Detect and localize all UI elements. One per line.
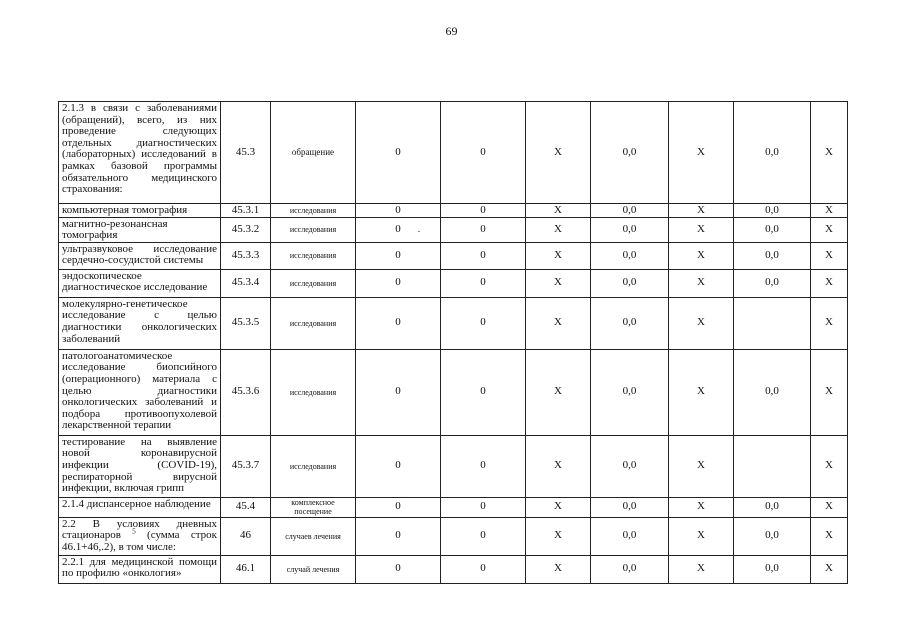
table-row (59, 497, 848, 517)
cell-value: X (811, 555, 848, 583)
cell-value: 0 (441, 497, 526, 517)
cell-value: X (811, 269, 848, 297)
row-description: компьютерная томография (59, 204, 221, 218)
cell-value: X (811, 517, 848, 555)
row-description-text: 2.2 В условиях дневных стационаров (62, 517, 217, 542)
cell-value: X (526, 497, 591, 517)
cell-value: X (526, 242, 591, 269)
table-row (59, 242, 848, 269)
cell-value: 0,0 (591, 435, 669, 497)
cell-value: 0 (356, 297, 441, 349)
cell-value: 0,0 (591, 217, 669, 242)
table-row (59, 435, 848, 497)
cell-value: X (669, 349, 734, 435)
cell-value: 0,0 (591, 242, 669, 269)
cell-value: X (669, 435, 734, 497)
cell-value: X (669, 102, 734, 204)
cell-value: 0 (356, 555, 441, 583)
cell-value: X (811, 297, 848, 349)
table-row (59, 269, 848, 297)
cell-value: X (526, 204, 591, 218)
row-description: ультразвуковое исследование сердечно-сосудистой системы (59, 242, 221, 269)
cell-value: 0 (441, 102, 526, 204)
cell-value (734, 297, 811, 349)
cell-value: 0 (441, 349, 526, 435)
row-unit: исследования (271, 217, 356, 242)
scan-speck (418, 231, 420, 232)
row-unit: исследования (271, 242, 356, 269)
row-description: молекулярно-генетическое исследование с целью диагностики онкологических заболеваний (59, 297, 221, 349)
cell-value: 0,0 (734, 497, 811, 517)
cell-value: X (669, 517, 734, 555)
row-unit: исследования (271, 204, 356, 218)
row-code: 45.3.5 (221, 297, 271, 349)
cell-value: 0 (441, 297, 526, 349)
cell-value: 0,0 (734, 204, 811, 218)
row-unit: обращение (271, 102, 356, 204)
cell-value: X (669, 269, 734, 297)
cell-value: 0,0 (591, 297, 669, 349)
row-code: 45.3.6 (221, 349, 271, 435)
cell-value: 0,0 (734, 349, 811, 435)
row-description: патологоанатомическое исследование биопсийного (операционного) материала с целью диагностики онкологических заболеваний и подбора противоопухолевой лекарственной терапии (59, 349, 221, 435)
cell-value: X (526, 217, 591, 242)
row-description-text: (сумма строк 46.1+46,.2), в том числе: (62, 529, 217, 553)
cell-value: 0 (441, 269, 526, 297)
cell-value: X (669, 242, 734, 269)
footnote-marker: 5 (132, 527, 136, 536)
cell-value: X (811, 102, 848, 204)
cell-value: 0 (441, 555, 526, 583)
cell-value: 0 (441, 204, 526, 218)
cell-value: X (669, 555, 734, 583)
cell-value: X (526, 555, 591, 583)
cell-value: 0,0 (734, 102, 811, 204)
table-row (59, 555, 848, 583)
row-description (59, 517, 221, 555)
row-code: 45.3.7 (221, 435, 271, 497)
cell-value: X (669, 217, 734, 242)
row-description: эндоскопическое диагностическое исследование (59, 269, 221, 297)
table-row (59, 349, 848, 435)
table-row (59, 517, 848, 555)
cell-value: 0 (441, 242, 526, 269)
cell-value: X (526, 517, 591, 555)
cell-value: 0 (356, 497, 441, 517)
cell-value: 0 (356, 435, 441, 497)
row-code: 46 (221, 517, 271, 555)
cell-value: X (669, 297, 734, 349)
row-description: магнитно-резонансная томография (59, 217, 221, 242)
row-description: 2.1.4 диспансерное наблюдение (59, 497, 221, 517)
row-unit: исследования (271, 269, 356, 297)
cell-value: 0 (356, 242, 441, 269)
cell-value: 0 (356, 269, 441, 297)
cell-value: X (811, 242, 848, 269)
row-code: 45.3.3 (221, 242, 271, 269)
row-description: 2.1.3 в связи с заболеваниями (обращений), всего, из них проведение следующих отдельных диагностических (лабораторных) исследований в рамках базовой программы обязательного медицинского страхования: (59, 102, 221, 204)
cell-value (734, 435, 811, 497)
cell-value: 0,0 (734, 242, 811, 269)
cell-value: 0 (356, 217, 441, 242)
cell-value: 0,0 (591, 269, 669, 297)
row-code: 45.3.2 (221, 217, 271, 242)
row-unit: случай лечения (271, 555, 356, 583)
cell-value: X (811, 349, 848, 435)
cell-value: 0 (356, 517, 441, 555)
cell-value: 0 (441, 435, 526, 497)
row-code: 45.3.1 (221, 204, 271, 218)
table-row (59, 204, 848, 218)
cell-value: 0,0 (591, 204, 669, 218)
row-code: 46.1 (221, 555, 271, 583)
cell-value: 0 (441, 217, 526, 242)
cell-value: 0,0 (734, 555, 811, 583)
cell-value: 0 (356, 349, 441, 435)
cell-value: X (526, 297, 591, 349)
row-description: тестирование на выявление новой коронавирусной инфекции (COVID-19), респираторной вирусной инфекции, включая грипп (59, 435, 221, 497)
row-code: 45.3 (221, 102, 271, 204)
table-row (59, 297, 848, 349)
cell-value: X (811, 435, 848, 497)
cell-value: 0,0 (734, 217, 811, 242)
row-unit: случаев лечения (271, 517, 356, 555)
cell-value: 0,0 (591, 517, 669, 555)
cell-value: X (669, 204, 734, 218)
cell-value: X (811, 497, 848, 517)
cell-value: 0 (356, 102, 441, 204)
cell-value: X (669, 497, 734, 517)
cell-value: 0,0 (591, 497, 669, 517)
row-code: 45.4 (221, 497, 271, 517)
row-unit: исследования (271, 349, 356, 435)
cell-value: X (811, 204, 848, 218)
row-description: 2.2.1 для медицинской помощи по профилю «онкология» (59, 555, 221, 583)
row-unit: комплексное посещение (271, 497, 356, 517)
table-row (59, 217, 848, 242)
cell-value: 0,0 (591, 555, 669, 583)
cell-value: 0,0 (591, 102, 669, 204)
row-unit: исследования (271, 435, 356, 497)
cell-value: 0 (441, 517, 526, 555)
cell-value: 0,0 (591, 349, 669, 435)
table-row (59, 102, 848, 204)
cell-value: 0 (356, 204, 441, 218)
cell-value: X (526, 435, 591, 497)
cell-value: X (526, 269, 591, 297)
cell-value: 0,0 (734, 269, 811, 297)
page-number: 69 (445, 24, 458, 38)
cell-value: X (526, 349, 591, 435)
medical-care-table (58, 101, 848, 584)
cell-value: 0,0 (734, 517, 811, 555)
row-code: 45.3.4 (221, 269, 271, 297)
cell-value: X (526, 102, 591, 204)
cell-value: X (811, 217, 848, 242)
row-unit: исследования (271, 297, 356, 349)
